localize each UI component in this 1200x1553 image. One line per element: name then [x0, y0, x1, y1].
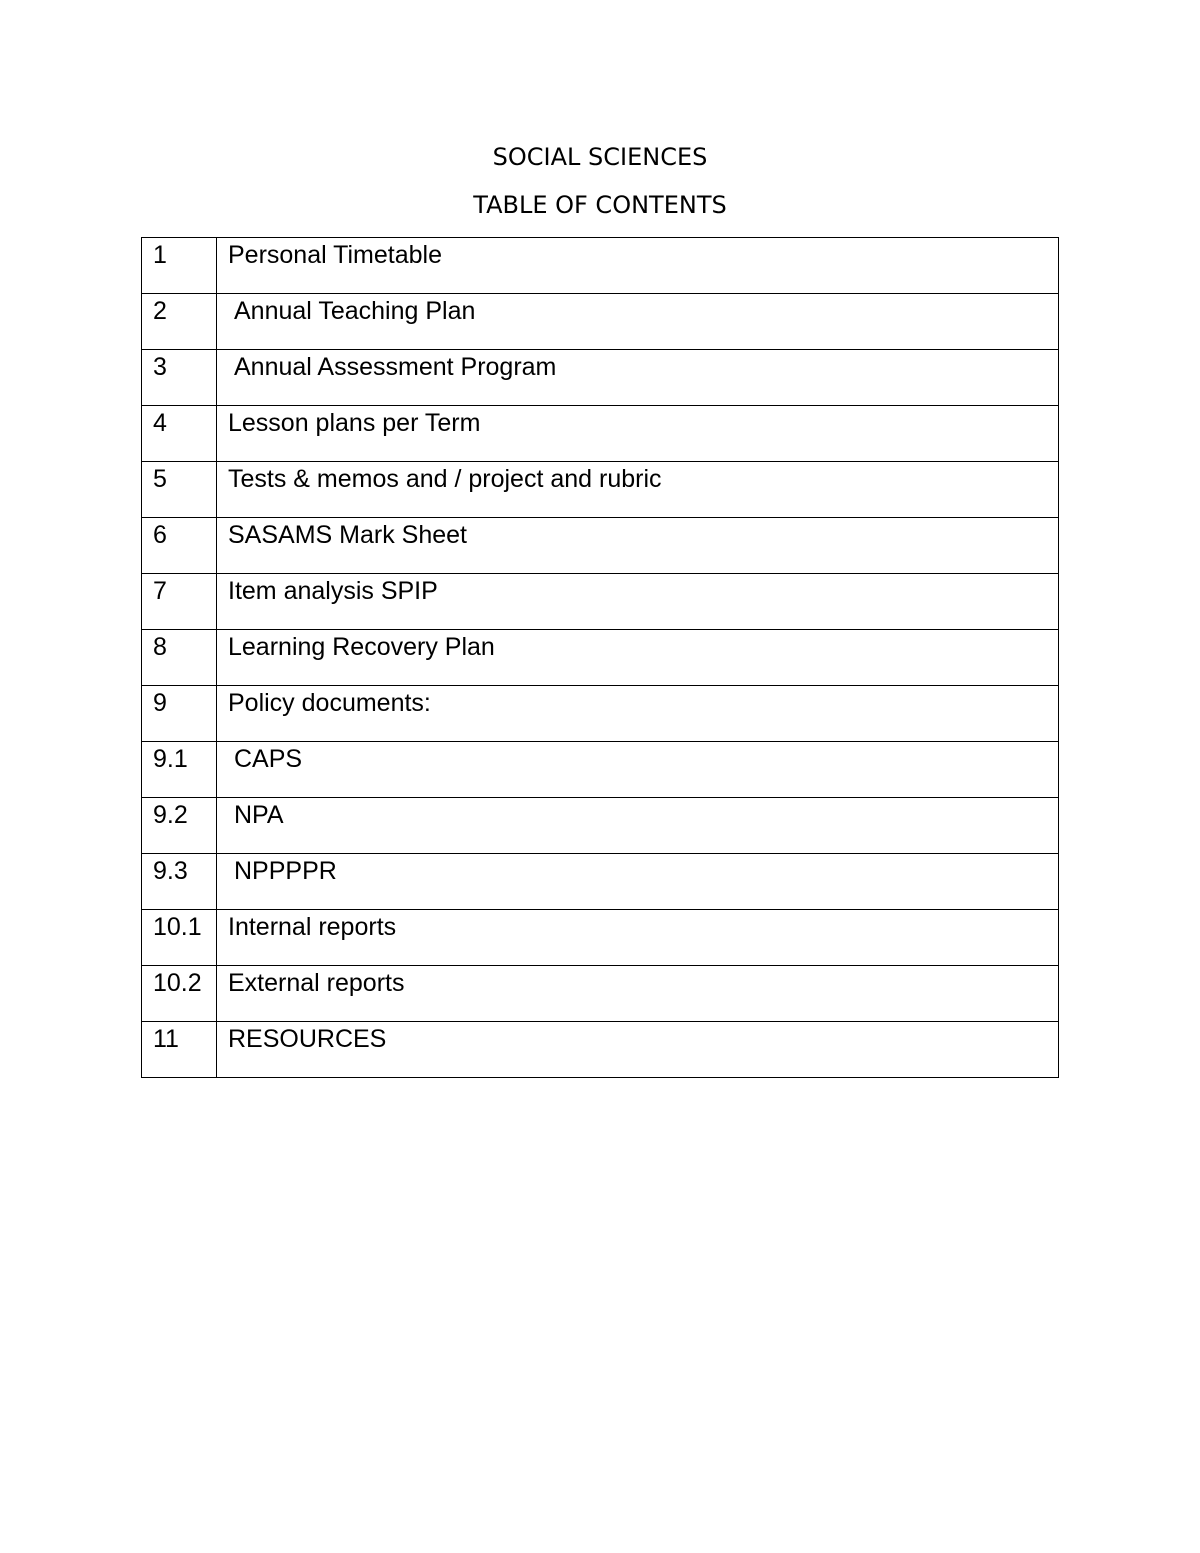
toc-item-number: 9.1	[142, 742, 217, 798]
toc-item-number: 6	[142, 518, 217, 574]
table-row	[142, 1022, 1059, 1078]
toc-item-title: Tests & memos and / project and rubric	[217, 462, 1059, 518]
table-row	[142, 910, 1059, 966]
toc-item-number: 11	[142, 1022, 217, 1078]
table-row	[142, 294, 1059, 350]
toc-item-title: Personal Timetable	[217, 238, 1059, 294]
table-row	[142, 798, 1059, 854]
table-row	[142, 742, 1059, 798]
toc-item-title: Policy documents:	[217, 686, 1059, 742]
toc-item-number: 10.1	[142, 910, 217, 966]
toc-item-title: Annual Assessment Program	[217, 350, 1059, 406]
toc-item-title: Learning Recovery Plan	[217, 630, 1059, 686]
toc-item-title: Annual Teaching Plan	[217, 294, 1059, 350]
table-row	[142, 966, 1059, 1022]
table-row	[142, 686, 1059, 742]
toc-item-number: 9	[142, 686, 217, 742]
toc-item-number: 4	[142, 406, 217, 462]
toc-item-title: CAPS	[217, 742, 1059, 798]
toc-item-title: SASAMS Mark Sheet	[217, 518, 1059, 574]
table-row	[142, 630, 1059, 686]
toc-item-number: 8	[142, 630, 217, 686]
toc-item-number: 1	[142, 238, 217, 294]
table-row	[142, 350, 1059, 406]
table-row	[142, 518, 1059, 574]
toc-item-title: NPPPPR	[217, 854, 1059, 910]
toc-item-title: Item analysis SPIP	[217, 574, 1059, 630]
toc-item-number: 7	[142, 574, 217, 630]
toc-item-title: RESOURCES	[217, 1022, 1059, 1078]
toc-body	[142, 238, 1059, 1078]
toc-item-number: 3	[142, 350, 217, 406]
table-row	[142, 574, 1059, 630]
document-title: SOCIAL SCIENCES	[492, 143, 708, 171]
toc-item-title: Internal reports	[217, 910, 1059, 966]
document-subtitle: TABLE OF CONTENTS	[473, 191, 727, 219]
toc-item-title: NPA	[217, 798, 1059, 854]
table-row	[142, 406, 1059, 462]
toc-item-number: 9.2	[142, 798, 217, 854]
table-of-contents	[141, 237, 1059, 1078]
toc-item-title: Lesson plans per Term	[217, 406, 1059, 462]
toc-item-number: 5	[142, 462, 217, 518]
toc-item-number: 10.2	[142, 966, 217, 1022]
toc-item-number: 2	[142, 294, 217, 350]
table-row	[142, 238, 1059, 294]
toc-item-title: External reports	[217, 966, 1059, 1022]
table-row	[142, 462, 1059, 518]
toc-item-number: 9.3	[142, 854, 217, 910]
table-row	[142, 854, 1059, 910]
